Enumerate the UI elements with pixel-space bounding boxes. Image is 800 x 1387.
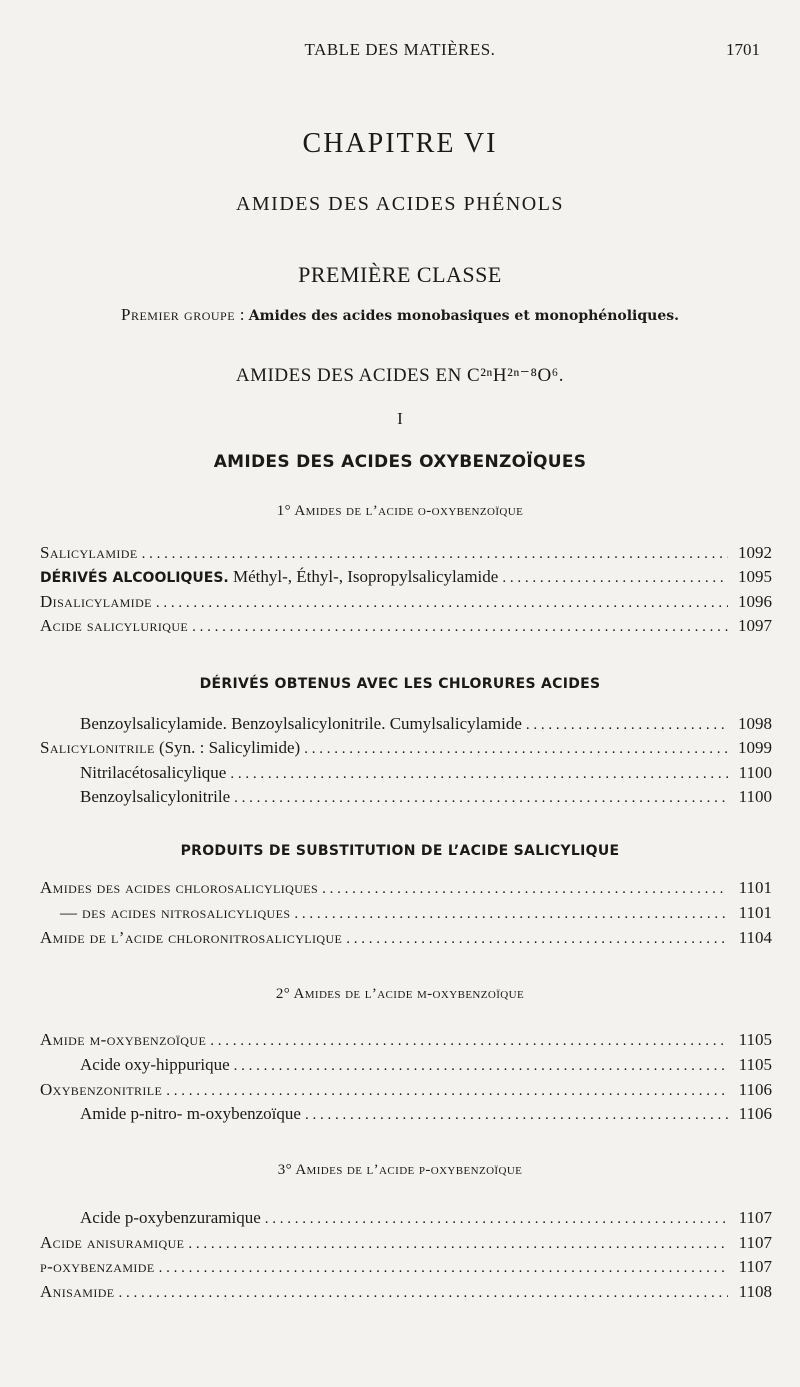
entry-label: Anisamide [40, 1282, 115, 1301]
entry-label: Oxybenzonitrile [40, 1080, 163, 1099]
leader-dots [159, 1260, 728, 1277]
entry-page: 1098 [738, 714, 772, 733]
entry-page: 1106 [738, 1104, 772, 1123]
entry-page: 1107 [738, 1257, 772, 1276]
entry-label: Disalicylamide [40, 592, 152, 611]
entry-label: p-oxybenzamide [40, 1257, 155, 1276]
leader-dots [322, 881, 728, 898]
entry-page: 1105 [738, 1055, 772, 1074]
page-number: 1701 [726, 40, 760, 59]
toc-entry [40, 567, 772, 591]
entry-label: Benzoylsalicylonitrile [80, 787, 231, 806]
leader-dots [346, 931, 728, 948]
entry-page: 1107 [738, 1208, 772, 1227]
entry-label: Acide oxy-hippurique [80, 1055, 230, 1074]
toc-entry [40, 543, 772, 567]
class-heading: PREMIÈRE CLASSE [298, 262, 502, 287]
entry-label: — des acides nitrosalicyliques [60, 903, 291, 922]
entry-label-bold: DÉRIVÉS ALCOOLIQUES. [40, 570, 229, 586]
toc-entry [40, 738, 772, 762]
entry-label: Nitrilacétosalicylique [80, 763, 227, 782]
leader-dots [234, 1058, 728, 1075]
entry-label: Amide p-nitro- m-oxybenzoïque [80, 1104, 301, 1123]
entry-label: Acide anisuramique [40, 1233, 185, 1252]
entry-page: 1108 [738, 1282, 772, 1301]
toc-entry [40, 928, 772, 952]
entry-page: 1107 [738, 1233, 772, 1252]
toc-entry [40, 1257, 772, 1281]
entry-label: Méthyl-, Éthyl-, Isopropylsalicylamide [228, 567, 499, 586]
leader-dots [230, 766, 728, 783]
toc-entry [80, 763, 772, 787]
leader-dots [156, 595, 728, 612]
entry-page: 1100 [738, 763, 772, 782]
subsection-2-heading: 2° Amides de l’acide m-oxybenzoïque [275, 986, 525, 1002]
leader-dots [526, 717, 728, 734]
entry-page: 1105 [738, 1030, 772, 1049]
toc-entry [80, 1055, 772, 1079]
leader-dots [305, 1107, 728, 1124]
leader-dots [192, 619, 728, 636]
leader-dots [166, 1083, 728, 1100]
toc-entry [40, 1080, 772, 1104]
leader-dots [502, 570, 728, 587]
entry-page: 1099 [738, 738, 772, 757]
chapter-title: CHAPITRE VI [302, 128, 498, 159]
entry-page: 1096 [738, 592, 772, 611]
leader-dots [234, 790, 728, 807]
entry-label: Amides des acides chlorosalicyliques [40, 878, 319, 897]
entry-page: 1100 [738, 787, 772, 806]
subsection-1-heading: 1° Amides de l’acide o-oxybenzoïque [276, 503, 524, 519]
entry-page: 1101 [738, 903, 772, 922]
heading-chlorures: DÉRIVÉS OBTENUS AVEC LES CHLORURES ACIDES [199, 676, 601, 692]
group-lead: Premier groupe : [121, 305, 246, 324]
section-title: AMIDES DES ACIDES OXYBENZOÏQUES [213, 452, 587, 472]
entry-page: 1095 [738, 567, 772, 586]
group-text: Amides des acides monobasiques et monophénoliques. [248, 308, 679, 324]
leader-dots [304, 741, 728, 758]
entry-label: Amide m-oxybenzoïque [40, 1030, 207, 1049]
leader-dots [188, 1236, 728, 1253]
acids-heading: AMIDES DES ACIDES EN C²ⁿH²ⁿ⁻⁸O⁶. [235, 365, 565, 386]
leader-dots [142, 546, 728, 563]
heading-produits: PRODUITS DE SUBSTITUTION DE L’ACIDE SALICYLIQUE [180, 843, 620, 859]
entry-label-sc: Salicylonitrile [40, 738, 155, 757]
entry-label: Amide de l’acide chloronitrosalicylique [40, 928, 343, 947]
entry-page: 1104 [738, 928, 772, 947]
entry-label: (Syn. : Salicylimide) [154, 738, 301, 757]
toc-entry [40, 878, 772, 902]
toc-entry [40, 592, 772, 616]
leader-dots [265, 1211, 728, 1228]
toc-entry [60, 903, 772, 927]
entry-label: Acide p-oxybenzuramique [80, 1208, 261, 1227]
toc-entry [80, 1208, 772, 1232]
section-number: I [397, 409, 403, 428]
running-header-title: TABLE DES MATIÈRES. [304, 40, 496, 59]
toc-entry [80, 787, 772, 811]
toc-entry [40, 1282, 772, 1306]
toc-entry [40, 1233, 772, 1257]
toc-entry [80, 714, 772, 738]
entry-page: 1097 [738, 616, 772, 635]
toc-entry [40, 616, 772, 640]
entry-page: 1092 [738, 543, 772, 562]
leader-dots [210, 1033, 728, 1050]
chapter-subtitle: AMIDES DES ACIDES PHÉNOLS [235, 193, 565, 215]
leader-dots [294, 906, 728, 923]
entry-label: Salicylamide [40, 543, 138, 562]
toc-entry [40, 1030, 772, 1054]
entry-page: 1106 [738, 1080, 772, 1099]
entry-page: 1101 [738, 878, 772, 897]
group-heading [0, 305, 800, 325]
toc-entry [80, 1104, 772, 1128]
entry-label: Benzoylsalicylamide. Benzoylsalicylonitrile. Cumylsalicylamide [80, 714, 522, 733]
entry-label: Acide salicylurique [40, 616, 189, 635]
subsection-3-heading: 3° Amides de l’acide p-oxybenzoïque [277, 1162, 523, 1178]
leader-dots [119, 1285, 728, 1302]
